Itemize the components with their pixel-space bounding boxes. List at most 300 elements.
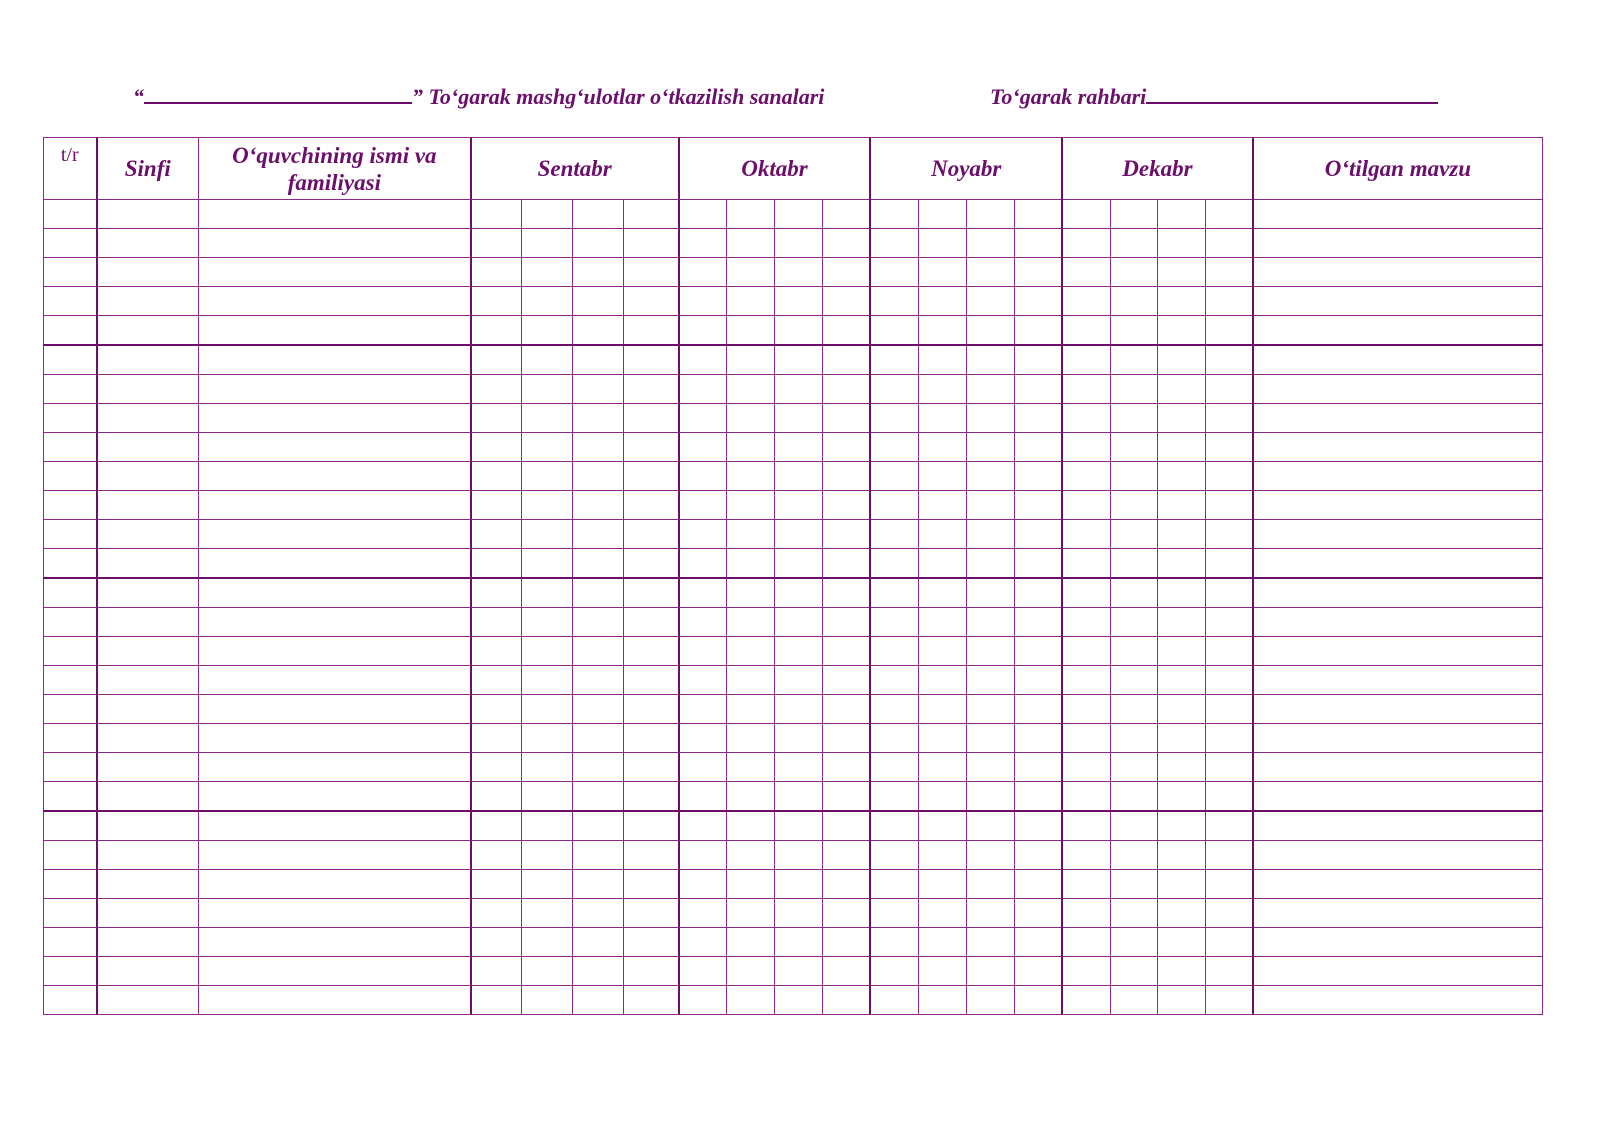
class-cell[interactable] (97, 520, 199, 549)
date-cell-september[interactable] (624, 753, 679, 782)
date-cell-september[interactable] (522, 578, 573, 608)
date-cell-december[interactable] (1062, 345, 1110, 375)
date-cell-october[interactable] (775, 782, 823, 812)
date-cell-october[interactable] (727, 782, 775, 812)
date-cell-december[interactable] (1062, 957, 1110, 986)
date-cell-october[interactable] (679, 666, 727, 695)
date-cell-september[interactable] (573, 695, 624, 724)
date-cell-september[interactable] (624, 811, 679, 841)
date-cell-november[interactable] (966, 520, 1014, 549)
date-cell-october[interactable] (727, 433, 775, 462)
class-cell[interactable] (97, 841, 199, 870)
date-cell-november[interactable] (918, 316, 966, 346)
date-cell-november[interactable] (918, 229, 966, 258)
date-cell-september[interactable] (624, 375, 679, 404)
date-cell-september[interactable] (624, 549, 679, 579)
date-cell-december[interactable] (1206, 287, 1253, 316)
date-cell-september[interactable] (522, 200, 573, 229)
date-cell-october[interactable] (822, 811, 870, 841)
topic-cell[interactable] (1253, 841, 1543, 870)
date-cell-november[interactable] (918, 200, 966, 229)
date-cell-september[interactable] (522, 986, 573, 1015)
class-cell[interactable] (97, 345, 199, 375)
date-cell-october[interactable] (679, 316, 727, 346)
date-cell-october[interactable] (822, 695, 870, 724)
date-cell-september[interactable] (471, 549, 522, 579)
date-cell-october[interactable] (822, 549, 870, 579)
date-cell-december[interactable] (1110, 928, 1158, 957)
date-cell-december[interactable] (1158, 986, 1206, 1015)
date-cell-october[interactable] (822, 404, 870, 433)
date-cell-september[interactable] (573, 491, 624, 520)
date-cell-september[interactable] (522, 520, 573, 549)
date-cell-october[interactable] (775, 666, 823, 695)
date-cell-october[interactable] (679, 928, 727, 957)
date-cell-october[interactable] (775, 433, 823, 462)
date-cell-november[interactable] (870, 375, 918, 404)
student-name-cell[interactable] (198, 258, 470, 287)
date-cell-october[interactable] (775, 316, 823, 346)
date-cell-december[interactable] (1062, 666, 1110, 695)
date-cell-november[interactable] (870, 462, 918, 491)
student-name-cell[interactable] (198, 724, 470, 753)
date-cell-december[interactable] (1110, 608, 1158, 637)
date-cell-december[interactable] (1206, 695, 1253, 724)
date-cell-november[interactable] (1014, 841, 1062, 870)
date-cell-september[interactable] (471, 782, 522, 812)
date-cell-october[interactable] (727, 724, 775, 753)
topic-cell[interactable] (1253, 316, 1543, 346)
date-cell-october[interactable] (822, 841, 870, 870)
date-cell-september[interactable] (471, 899, 522, 928)
date-cell-october[interactable] (727, 491, 775, 520)
date-cell-september[interactable] (522, 724, 573, 753)
student-name-cell[interactable] (198, 200, 470, 229)
topic-cell[interactable] (1253, 549, 1543, 579)
date-cell-november[interactable] (1014, 578, 1062, 608)
date-cell-december[interactable] (1206, 928, 1253, 957)
date-cell-december[interactable] (1062, 870, 1110, 899)
date-cell-december[interactable] (1206, 258, 1253, 287)
date-cell-december[interactable] (1062, 811, 1110, 841)
date-cell-november[interactable] (870, 695, 918, 724)
date-cell-september[interactable] (624, 316, 679, 346)
date-cell-december[interactable] (1158, 782, 1206, 812)
class-cell[interactable] (97, 899, 199, 928)
number-cell[interactable] (44, 520, 97, 549)
date-cell-october[interactable] (775, 578, 823, 608)
date-cell-december[interactable] (1110, 695, 1158, 724)
date-cell-october[interactable] (727, 520, 775, 549)
class-cell[interactable] (97, 608, 199, 637)
date-cell-september[interactable] (471, 491, 522, 520)
date-cell-november[interactable] (870, 666, 918, 695)
date-cell-october[interactable] (679, 345, 727, 375)
date-cell-september[interactable] (624, 782, 679, 812)
topic-cell[interactable] (1253, 899, 1543, 928)
date-cell-november[interactable] (870, 520, 918, 549)
date-cell-october[interactable] (775, 724, 823, 753)
date-cell-september[interactable] (522, 957, 573, 986)
topic-cell[interactable] (1253, 433, 1543, 462)
date-cell-october[interactable] (775, 549, 823, 579)
date-cell-december[interactable] (1158, 462, 1206, 491)
date-cell-december[interactable] (1062, 928, 1110, 957)
date-cell-september[interactable] (624, 928, 679, 957)
student-name-cell[interactable] (198, 578, 470, 608)
date-cell-september[interactable] (573, 608, 624, 637)
date-cell-december[interactable] (1158, 491, 1206, 520)
date-cell-october[interactable] (775, 287, 823, 316)
date-cell-september[interactable] (522, 462, 573, 491)
student-name-cell[interactable] (198, 520, 470, 549)
date-cell-december[interactable] (1062, 316, 1110, 346)
date-cell-december[interactable] (1158, 520, 1206, 549)
date-cell-october[interactable] (822, 928, 870, 957)
date-cell-september[interactable] (471, 841, 522, 870)
date-cell-december[interactable] (1110, 462, 1158, 491)
date-cell-december[interactable] (1110, 986, 1158, 1015)
date-cell-november[interactable] (1014, 229, 1062, 258)
date-cell-december[interactable] (1062, 753, 1110, 782)
date-cell-october[interactable] (822, 753, 870, 782)
date-cell-november[interactable] (1014, 782, 1062, 812)
date-cell-september[interactable] (624, 404, 679, 433)
class-cell[interactable] (97, 957, 199, 986)
number-cell[interactable] (44, 986, 97, 1015)
date-cell-october[interactable] (822, 229, 870, 258)
date-cell-october[interactable] (775, 462, 823, 491)
date-cell-november[interactable] (966, 229, 1014, 258)
date-cell-november[interactable] (1014, 986, 1062, 1015)
date-cell-december[interactable] (1110, 811, 1158, 841)
date-cell-december[interactable] (1062, 491, 1110, 520)
date-cell-november[interactable] (1014, 258, 1062, 287)
date-cell-september[interactable] (573, 433, 624, 462)
class-cell[interactable] (97, 695, 199, 724)
date-cell-november[interactable] (1014, 316, 1062, 346)
date-cell-october[interactable] (775, 375, 823, 404)
class-cell[interactable] (97, 986, 199, 1015)
number-cell[interactable] (44, 433, 97, 462)
date-cell-september[interactable] (573, 578, 624, 608)
date-cell-october[interactable] (822, 608, 870, 637)
class-cell[interactable] (97, 870, 199, 899)
date-cell-december[interactable] (1158, 287, 1206, 316)
student-name-cell[interactable] (198, 404, 470, 433)
date-cell-october[interactable] (679, 637, 727, 666)
class-cell[interactable] (97, 928, 199, 957)
number-cell[interactable] (44, 724, 97, 753)
date-cell-november[interactable] (966, 549, 1014, 579)
date-cell-november[interactable] (1014, 200, 1062, 229)
date-cell-october[interactable] (679, 287, 727, 316)
date-cell-december[interactable] (1110, 520, 1158, 549)
date-cell-september[interactable] (624, 345, 679, 375)
date-cell-october[interactable] (822, 637, 870, 666)
number-cell[interactable] (44, 578, 97, 608)
number-cell[interactable] (44, 258, 97, 287)
date-cell-september[interactable] (522, 811, 573, 841)
date-cell-december[interactable] (1158, 608, 1206, 637)
date-cell-october[interactable] (679, 782, 727, 812)
date-cell-december[interactable] (1110, 404, 1158, 433)
class-cell[interactable] (97, 287, 199, 316)
class-cell[interactable] (97, 200, 199, 229)
date-cell-october[interactable] (775, 695, 823, 724)
date-cell-september[interactable] (522, 782, 573, 812)
date-cell-october[interactable] (775, 345, 823, 375)
student-name-cell[interactable] (198, 928, 470, 957)
date-cell-october[interactable] (822, 375, 870, 404)
date-cell-november[interactable] (918, 957, 966, 986)
class-cell[interactable] (97, 637, 199, 666)
date-cell-november[interactable] (870, 229, 918, 258)
date-cell-november[interactable] (870, 287, 918, 316)
date-cell-october[interactable] (775, 811, 823, 841)
date-cell-september[interactable] (624, 899, 679, 928)
date-cell-november[interactable] (966, 811, 1014, 841)
date-cell-december[interactable] (1110, 724, 1158, 753)
date-cell-november[interactable] (966, 200, 1014, 229)
student-name-cell[interactable] (198, 549, 470, 579)
date-cell-september[interactable] (471, 345, 522, 375)
date-cell-december[interactable] (1158, 375, 1206, 404)
date-cell-october[interactable] (775, 491, 823, 520)
date-cell-september[interactable] (471, 666, 522, 695)
date-cell-december[interactable] (1206, 491, 1253, 520)
date-cell-november[interactable] (918, 695, 966, 724)
date-cell-november[interactable] (966, 608, 1014, 637)
date-cell-october[interactable] (727, 870, 775, 899)
date-cell-december[interactable] (1158, 695, 1206, 724)
number-cell[interactable] (44, 666, 97, 695)
student-name-cell[interactable] (198, 899, 470, 928)
date-cell-october[interactable] (822, 200, 870, 229)
date-cell-september[interactable] (471, 637, 522, 666)
date-cell-november[interactable] (1014, 491, 1062, 520)
date-cell-december[interactable] (1206, 637, 1253, 666)
date-cell-december[interactable] (1206, 200, 1253, 229)
date-cell-december[interactable] (1158, 345, 1206, 375)
date-cell-september[interactable] (573, 375, 624, 404)
date-cell-december[interactable] (1062, 200, 1110, 229)
date-cell-december[interactable] (1206, 433, 1253, 462)
date-cell-december[interactable] (1158, 258, 1206, 287)
date-cell-november[interactable] (870, 637, 918, 666)
date-cell-november[interactable] (1014, 287, 1062, 316)
date-cell-september[interactable] (624, 608, 679, 637)
date-cell-november[interactable] (870, 811, 918, 841)
date-cell-october[interactable] (727, 608, 775, 637)
date-cell-september[interactable] (522, 899, 573, 928)
date-cell-november[interactable] (1014, 753, 1062, 782)
date-cell-november[interactable] (966, 986, 1014, 1015)
class-cell[interactable] (97, 753, 199, 782)
topic-cell[interactable] (1253, 928, 1543, 957)
date-cell-november[interactable] (918, 753, 966, 782)
date-cell-october[interactable] (679, 520, 727, 549)
club-name-blank[interactable] (144, 78, 412, 104)
date-cell-november[interactable] (918, 899, 966, 928)
date-cell-september[interactable] (573, 462, 624, 491)
date-cell-september[interactable] (522, 928, 573, 957)
date-cell-november[interactable] (870, 345, 918, 375)
student-name-cell[interactable] (198, 841, 470, 870)
date-cell-december[interactable] (1110, 549, 1158, 579)
date-cell-december[interactable] (1206, 578, 1253, 608)
date-cell-november[interactable] (918, 928, 966, 957)
date-cell-september[interactable] (522, 229, 573, 258)
date-cell-october[interactable] (822, 491, 870, 520)
topic-cell[interactable] (1253, 287, 1543, 316)
date-cell-september[interactable] (522, 870, 573, 899)
date-cell-november[interactable] (1014, 608, 1062, 637)
date-cell-september[interactable] (573, 899, 624, 928)
date-cell-december[interactable] (1158, 724, 1206, 753)
date-cell-october[interactable] (727, 404, 775, 433)
date-cell-october[interactable] (679, 491, 727, 520)
date-cell-november[interactable] (1014, 957, 1062, 986)
date-cell-october[interactable] (679, 578, 727, 608)
number-cell[interactable] (44, 870, 97, 899)
date-cell-october[interactable] (775, 928, 823, 957)
date-cell-december[interactable] (1062, 578, 1110, 608)
class-cell[interactable] (97, 462, 199, 491)
date-cell-september[interactable] (522, 375, 573, 404)
date-cell-october[interactable] (727, 200, 775, 229)
topic-cell[interactable] (1253, 986, 1543, 1015)
date-cell-september[interactable] (624, 695, 679, 724)
number-cell[interactable] (44, 753, 97, 782)
student-name-cell[interactable] (198, 287, 470, 316)
topic-cell[interactable] (1253, 870, 1543, 899)
date-cell-october[interactable] (822, 520, 870, 549)
date-cell-november[interactable] (870, 578, 918, 608)
date-cell-september[interactable] (573, 637, 624, 666)
date-cell-september[interactable] (471, 520, 522, 549)
date-cell-october[interactable] (775, 404, 823, 433)
date-cell-december[interactable] (1062, 229, 1110, 258)
class-cell[interactable] (97, 375, 199, 404)
date-cell-october[interactable] (775, 986, 823, 1015)
date-cell-october[interactable] (822, 462, 870, 491)
topic-cell[interactable] (1253, 724, 1543, 753)
topic-cell[interactable] (1253, 666, 1543, 695)
number-cell[interactable] (44, 316, 97, 346)
date-cell-december[interactable] (1062, 608, 1110, 637)
date-cell-december[interactable] (1062, 724, 1110, 753)
date-cell-november[interactable] (966, 753, 1014, 782)
number-cell[interactable] (44, 345, 97, 375)
class-cell[interactable] (97, 258, 199, 287)
date-cell-november[interactable] (966, 782, 1014, 812)
date-cell-november[interactable] (918, 375, 966, 404)
date-cell-december[interactable] (1206, 375, 1253, 404)
date-cell-october[interactable] (679, 200, 727, 229)
date-cell-november[interactable] (918, 782, 966, 812)
date-cell-december[interactable] (1062, 287, 1110, 316)
date-cell-december[interactable] (1062, 520, 1110, 549)
date-cell-september[interactable] (624, 724, 679, 753)
date-cell-october[interactable] (727, 345, 775, 375)
class-cell[interactable] (97, 433, 199, 462)
date-cell-october[interactable] (727, 229, 775, 258)
date-cell-december[interactable] (1062, 637, 1110, 666)
date-cell-october[interactable] (822, 316, 870, 346)
date-cell-november[interactable] (870, 957, 918, 986)
student-name-cell[interactable] (198, 782, 470, 812)
topic-cell[interactable] (1253, 258, 1543, 287)
date-cell-november[interactable] (1014, 928, 1062, 957)
date-cell-december[interactable] (1206, 316, 1253, 346)
date-cell-october[interactable] (679, 549, 727, 579)
date-cell-november[interactable] (1014, 724, 1062, 753)
student-name-cell[interactable] (198, 462, 470, 491)
topic-cell[interactable] (1253, 491, 1543, 520)
date-cell-october[interactable] (822, 666, 870, 695)
date-cell-november[interactable] (918, 870, 966, 899)
date-cell-october[interactable] (679, 433, 727, 462)
date-cell-september[interactable] (624, 520, 679, 549)
date-cell-september[interactable] (624, 841, 679, 870)
date-cell-october[interactable] (775, 753, 823, 782)
date-cell-november[interactable] (966, 578, 1014, 608)
date-cell-september[interactable] (624, 578, 679, 608)
date-cell-december[interactable] (1158, 870, 1206, 899)
date-cell-december[interactable] (1206, 782, 1253, 812)
topic-cell[interactable] (1253, 637, 1543, 666)
date-cell-december[interactable] (1158, 841, 1206, 870)
date-cell-november[interactable] (966, 258, 1014, 287)
date-cell-december[interactable] (1062, 549, 1110, 579)
date-cell-december[interactable] (1062, 695, 1110, 724)
date-cell-november[interactable] (918, 608, 966, 637)
class-cell[interactable] (97, 724, 199, 753)
date-cell-october[interactable] (822, 957, 870, 986)
date-cell-september[interactable] (471, 258, 522, 287)
date-cell-september[interactable] (573, 782, 624, 812)
date-cell-october[interactable] (775, 229, 823, 258)
date-cell-december[interactable] (1158, 899, 1206, 928)
topic-cell[interactable] (1253, 375, 1543, 404)
date-cell-december[interactable] (1206, 520, 1253, 549)
date-cell-october[interactable] (679, 462, 727, 491)
date-cell-december[interactable] (1158, 404, 1206, 433)
date-cell-november[interactable] (870, 200, 918, 229)
student-name-cell[interactable] (198, 957, 470, 986)
date-cell-september[interactable] (624, 287, 679, 316)
number-cell[interactable] (44, 491, 97, 520)
date-cell-september[interactable] (471, 462, 522, 491)
student-name-cell[interactable] (198, 491, 470, 520)
student-name-cell[interactable] (198, 637, 470, 666)
topic-cell[interactable] (1253, 695, 1543, 724)
date-cell-december[interactable] (1110, 870, 1158, 899)
date-cell-december[interactable] (1110, 637, 1158, 666)
date-cell-december[interactable] (1206, 753, 1253, 782)
class-cell[interactable] (97, 229, 199, 258)
class-cell[interactable] (97, 404, 199, 433)
date-cell-october[interactable] (679, 957, 727, 986)
date-cell-november[interactable] (918, 520, 966, 549)
date-cell-december[interactable] (1062, 986, 1110, 1015)
student-name-cell[interactable] (198, 986, 470, 1015)
date-cell-november[interactable] (870, 258, 918, 287)
class-cell[interactable] (97, 782, 199, 812)
number-cell[interactable] (44, 782, 97, 812)
date-cell-september[interactable] (624, 462, 679, 491)
